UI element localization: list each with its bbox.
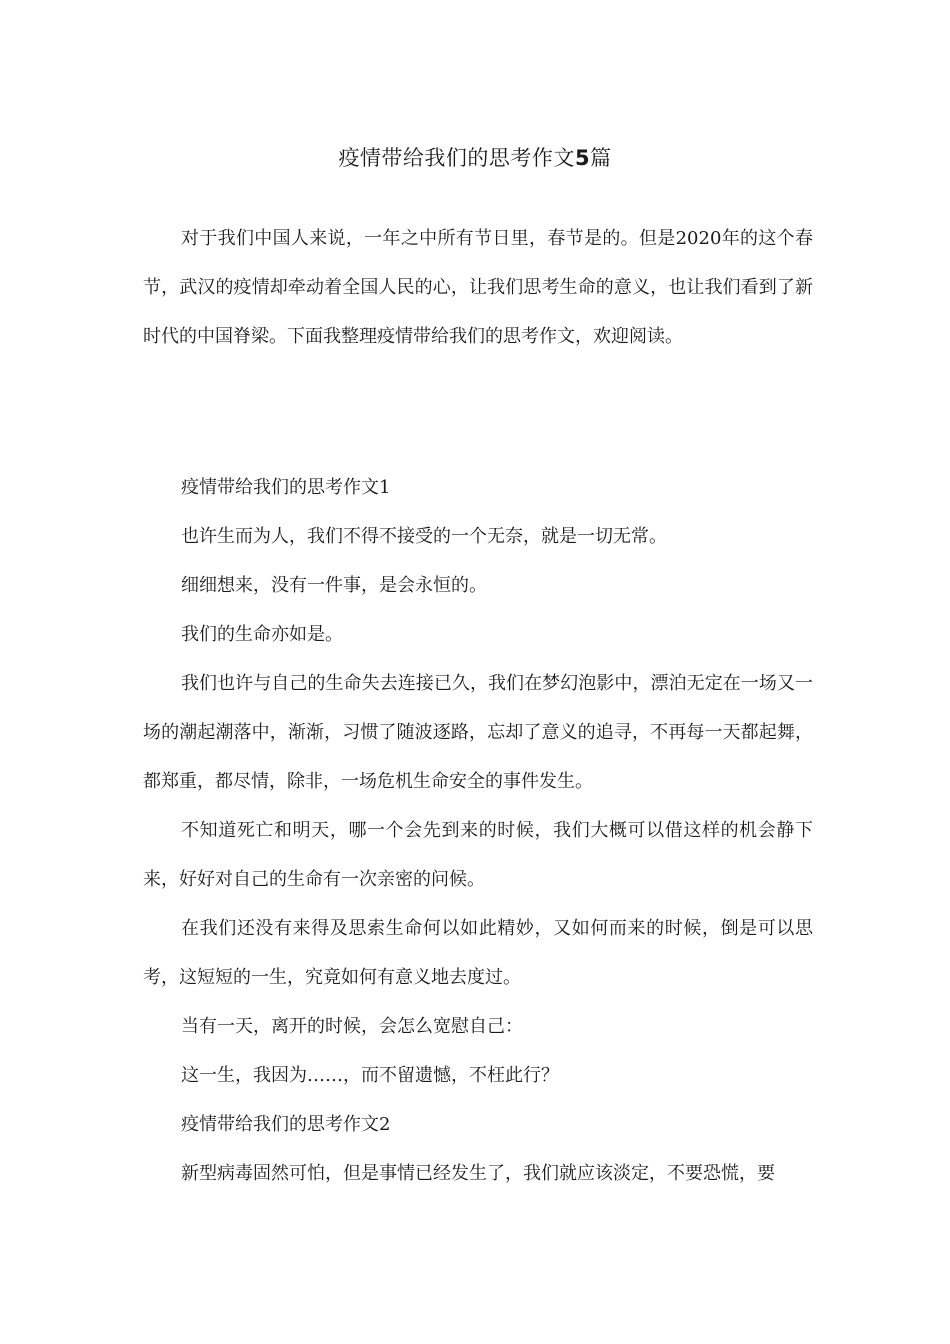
paragraph: 不知道死亡和明天，哪一个会先到来的时候，我们大概可以借这样的机会静下来，好好对自己的生命有一次亲密的问候。	[143, 820, 813, 890]
paragraph: 我们的生命亦如是。	[181, 624, 343, 645]
title-text: 疫情带给我们的思考作文	[338, 146, 575, 170]
document-title	[0, 143, 950, 173]
paragraph: 在我们还没有来得及思索生命何以如此精妙，又如何而来的时候，倒是可以思考，这短短的一生，究竟如何有意义地去度过。	[143, 918, 813, 988]
essay-heading-1: 疫情带给我们的思考作文1	[181, 477, 391, 498]
paragraph: 细细想来，没有一件事，是会永恒的。	[181, 575, 487, 596]
paragraph: 我们也许与自己的生命失去连接已久，我们在梦幻泡影中，漂泊无定在一场又一场的潮起潮落中，渐渐，习惯了随波逐路，忘却了意义的追寻，不再每一天都起舞，都郑重，都尽情，除非，一场危机生命安全的事件发生。	[143, 673, 813, 792]
intro-paragraph: 对于我们中国人来说，一年之中所有节日里，春节是的。但是2020年的这个春节，武汉的疫情却牵动着全国人民的心，让我们思考生命的意义，也让我们看到了新时代的中国脊梁。下面我整理疫情带给我们的思考作文，欢迎阅读。	[143, 228, 813, 347]
title-number: 5	[574, 146, 591, 170]
title-suffix: 篇	[590, 146, 612, 170]
essay-heading-2: 疫情带给我们的思考作文2	[181, 1114, 391, 1135]
paragraph: 当有一天，离开的时候，会怎么宽慰自己：	[181, 1016, 523, 1037]
paragraph: 新型病毒固然可怕，但是事情已经发生了，我们就应该淡定，不要恐慌，要	[181, 1163, 775, 1184]
paragraph: 这一生，我因为……，而不留遗憾，不枉此行？	[181, 1065, 559, 1086]
paragraph: 也许生而为人，我们不得不接受的一个无奈，就是一切无常。	[181, 526, 667, 547]
document-body	[143, 463, 813, 1198]
